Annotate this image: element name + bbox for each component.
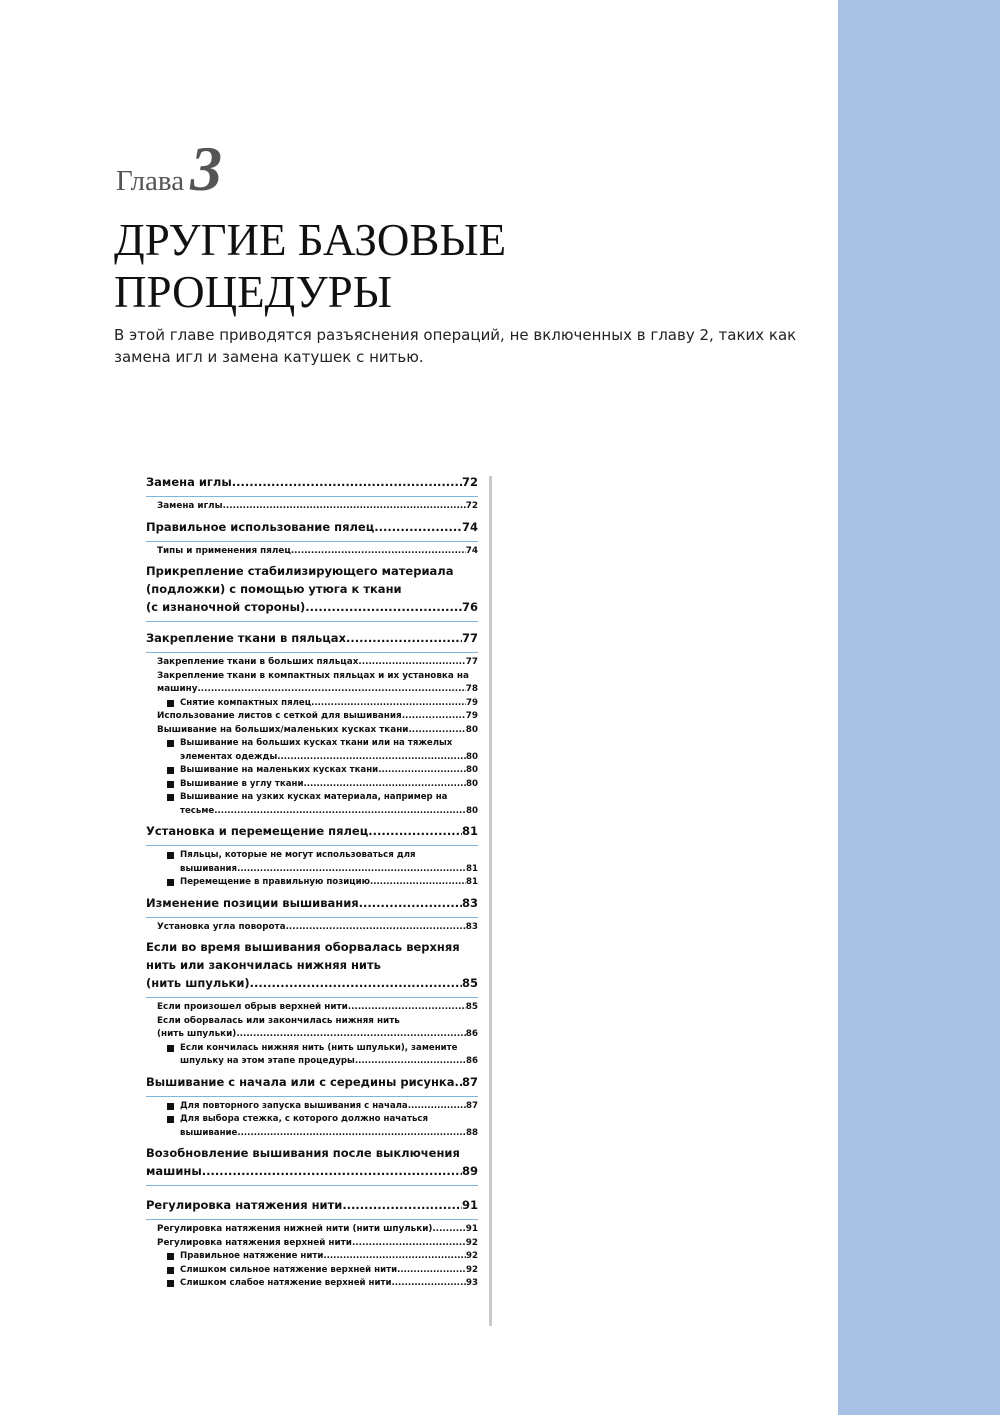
toc-section <box>146 561 478 622</box>
toc-section <box>146 517 478 542</box>
toc-subentry[interactable]: вышивания ..... 81 <box>146 863 478 877</box>
toc-subentry-line[interactable]: Если кончилась нижняя нить (нить шпульки), замените <box>146 1042 478 1056</box>
chapter-title <box>114 214 506 318</box>
chapter-label <box>116 132 222 206</box>
square-bullet-icon <box>167 1280 174 1287</box>
toc-subentry-line[interactable]: Пяльцы, которые не могут использоваться для <box>146 849 478 863</box>
toc-subentry[interactable]: Вышивание в углу ткани ..... 80 <box>146 778 478 792</box>
toc-entry[interactable]: Закрепление ткани в больших пяльцах ..... 77 <box>146 656 478 670</box>
square-bullet-icon <box>167 1267 174 1274</box>
toc-subentry[interactable]: Слишком сильное натяжение верхней нити ..... 92 <box>146 1264 478 1278</box>
toc-subentry[interactable]: тесьме ..... 80 <box>146 805 478 819</box>
toc-subentry[interactable]: Правильное натяжение нити ..... 92 <box>146 1250 478 1264</box>
toc-section <box>146 628 478 653</box>
toc-subentry-line[interactable]: Вышивание на больших кусках ткани или на тяжелых <box>146 737 478 751</box>
toc-section <box>146 937 478 998</box>
toc-heading-line[interactable]: Возобновление вышивания после выключения <box>146 1146 460 1160</box>
toc-subentry[interactable]: Для повторного запуска вышивания с начала ..... 87 <box>146 1100 478 1114</box>
toc-section-heading[interactable]: Правильное использование пялец ..... 74 <box>146 517 478 535</box>
toc-entry[interactable]: машину ..... 78 <box>146 683 478 697</box>
square-bullet-icon <box>167 852 174 859</box>
toc-entry[interactable]: Замена иглы ..... 72 <box>146 500 478 514</box>
toc-entry[interactable]: Установка угла поворота ..... 83 <box>146 921 478 935</box>
square-bullet-icon <box>167 1253 174 1260</box>
toc-entry[interactable]: (нить шпульки) ..... 86 <box>146 1028 478 1042</box>
toc-section <box>146 893 478 918</box>
toc-heading-line[interactable]: (подложки) с помощью утюга к ткани <box>146 582 402 596</box>
chapter-title-line: ПРОЦЕДУРЫ <box>114 267 392 317</box>
toc-subentry[interactable]: Вышивание на маленьких кусках ткани ..... 80 <box>146 764 478 778</box>
toc-subentry[interactable]: элементах одежды ..... 80 <box>146 751 478 765</box>
chapter-intro <box>114 324 834 368</box>
chapter-word: Глава <box>116 165 185 197</box>
square-bullet-icon <box>167 700 174 707</box>
toc-entry[interactable]: Типы и применения пялец ..... 74 <box>146 545 478 559</box>
square-bullet-icon <box>167 879 174 886</box>
toc-entry[interactable]: Вышивание на больших/маленьких кусках ткани ..... 80 <box>146 724 478 738</box>
toc-section <box>146 472 478 497</box>
square-bullet-icon <box>167 1116 174 1123</box>
toc-section-heading[interactable]: Закрепление ткани в пяльцах ..... 77 <box>146 628 478 646</box>
square-bullet-icon <box>167 740 174 747</box>
toc-entry-line[interactable]: Если оборвалась или закончилась нижняя нить <box>157 1015 400 1026</box>
toc-subentry[interactable]: Перемещение в правильную позицию ..... 81 <box>146 876 478 890</box>
toc-section-heading[interactable]: Замена иглы ..... 72 <box>146 472 478 490</box>
toc-section-heading[interactable]: Установка и перемещение пялец ..... 81 <box>146 821 478 839</box>
toc-subentry[interactable]: Снятие компактных пялец ..... 79 <box>146 697 478 711</box>
toc-section <box>146 1195 478 1220</box>
toc-subentry[interactable]: шпульку на этом этапе процедуры. ..... 86 <box>146 1055 478 1069</box>
side-color-band <box>838 0 1000 1415</box>
toc-vertical-rule <box>489 476 492 1326</box>
square-bullet-icon <box>167 794 174 801</box>
toc-entry[interactable]: Регулировка натяжения верхней нити ..... 92 <box>146 1237 478 1251</box>
square-bullet-icon <box>167 1045 174 1052</box>
toc-section-heading[interactable]: машины ..... 89 <box>146 1161 478 1179</box>
toc-section-heading[interactable]: Регулировка натяжения нити ..... 91 <box>146 1195 478 1213</box>
chapter-number: 3 <box>190 133 223 204</box>
table-of-contents <box>146 472 478 1291</box>
toc-heading-line[interactable]: Если во время вышивания оборвалась верхняя <box>146 940 460 954</box>
square-bullet-icon <box>167 1103 174 1110</box>
chapter-title-line: ДРУГИЕ БАЗОВЫЕ <box>114 215 507 265</box>
toc-subentry[interactable]: вышивание ..... 88 <box>146 1127 478 1141</box>
toc-section-heading[interactable]: Изменение позиции вышивания ..... 83 <box>146 893 478 911</box>
toc-entry[interactable]: Если произошел обрыв верхней нити ..... 85 <box>146 1001 478 1015</box>
toc-subentry-line[interactable]: Вышивание на узких кусках материала, например на <box>146 791 478 805</box>
toc-section <box>146 1072 478 1097</box>
toc-entry[interactable]: Регулировка натяжения нижней нити (нити шпульки) ..... 91 <box>146 1223 478 1237</box>
square-bullet-icon <box>167 781 174 788</box>
intro-line: замена игл и замена катушек с нитью. <box>114 348 424 366</box>
square-bullet-icon <box>167 767 174 774</box>
toc-entry-line[interactable]: Закрепление ткани в компактных пяльцах и их установка на <box>157 670 469 681</box>
toc-section-heading[interactable]: Вышивание с начала или с середины рисунка ..... 87 <box>146 1072 478 1090</box>
toc-section <box>146 821 478 846</box>
toc-heading-line[interactable]: Прикрепление стабилизирующего материала <box>146 564 454 578</box>
toc-heading-line[interactable]: нить или закончилась нижняя нить <box>146 958 381 972</box>
toc-section-heading[interactable]: (нить шпульки) ..... 85 <box>146 973 478 991</box>
toc-section-heading[interactable]: (с изнаночной стороны) ..... 76 <box>146 597 478 615</box>
toc-subentry[interactable]: Слишком слабое натяжение верхней нити ..... 93 <box>146 1277 478 1291</box>
toc-section <box>146 1143 478 1186</box>
intro-line: В этой главе приводятся разъяснения операций, не включенных в главу 2, таких как <box>114 326 797 344</box>
toc-entry[interactable]: Использование листов с сеткой для вышивания ..... 79 <box>146 710 478 724</box>
toc-subentry-line[interactable]: Для выбора стежка, с которого должно начаться <box>146 1113 478 1127</box>
